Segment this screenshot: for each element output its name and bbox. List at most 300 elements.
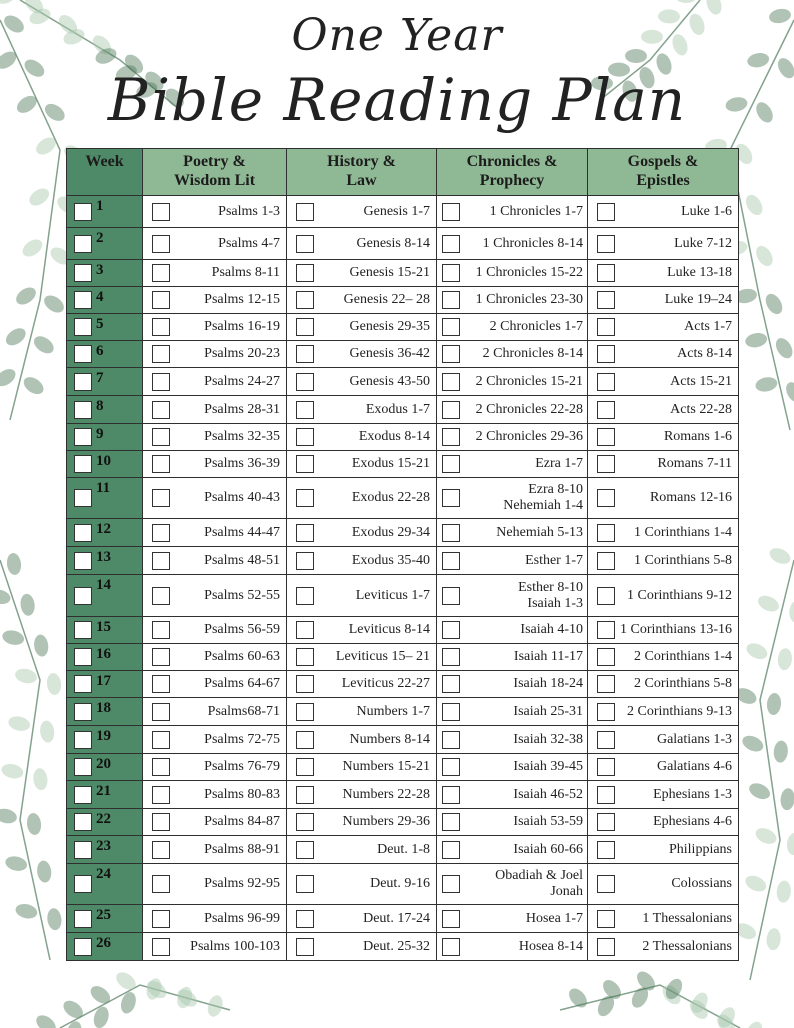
poetry-reading-cell (143, 368, 287, 396)
history-checkbox-icon[interactable] (296, 621, 314, 639)
gospels-checkbox-icon[interactable] (597, 587, 615, 605)
gospels-checkbox-icon[interactable] (597, 264, 615, 282)
history-reading-cell (287, 698, 437, 726)
week-number: 4 (96, 289, 104, 305)
week-checkbox-icon[interactable] (74, 455, 92, 473)
poetry-checkbox-icon[interactable] (152, 291, 170, 309)
poetry-checkbox-icon[interactable] (152, 455, 170, 473)
chronicles-checkbox-icon[interactable] (442, 731, 460, 749)
poetry-reading-text: Psalms 28-31 (204, 401, 280, 417)
gospels-reading-cell (588, 396, 739, 424)
week-checkbox-icon[interactable] (74, 813, 92, 831)
gospels-checkbox-icon[interactable] (597, 455, 615, 473)
poetry-checkbox-icon[interactable] (152, 524, 170, 542)
gospels-checkbox-icon[interactable] (597, 621, 615, 639)
gospels-checkbox-icon[interactable] (597, 235, 615, 253)
poetry-reading-text: Psalms 56-59 (204, 622, 280, 637)
week-checkbox-icon[interactable] (74, 703, 92, 721)
poetry-reading-cell (143, 478, 287, 519)
chronicles-reading-cell (437, 864, 588, 905)
gospels-checkbox-icon[interactable] (597, 291, 615, 309)
gospels-checkbox-icon[interactable] (597, 675, 615, 693)
poetry-checkbox-icon[interactable] (152, 318, 170, 336)
week-checkbox-icon[interactable] (74, 875, 92, 893)
history-checkbox-icon[interactable] (296, 875, 314, 893)
poetry-checkbox-icon[interactable] (152, 401, 170, 419)
gospels-checkbox-icon[interactable] (597, 401, 615, 419)
history-reading-cell (287, 368, 437, 396)
eucalyptus-leaf-icon (46, 672, 63, 696)
history-checkbox-icon[interactable] (296, 318, 314, 336)
gospels-reading-text: 1 Corinthians 5-8 (634, 552, 732, 568)
page-title (0, 0, 794, 148)
chronicles-reading-text (476, 429, 583, 445)
eucalyptus-leaf-icon (766, 692, 782, 715)
eucalyptus-leaf-icon (31, 333, 57, 357)
table-row (67, 260, 739, 287)
history-checkbox-icon[interactable] (296, 203, 314, 221)
chronicles-checkbox-icon[interactable] (442, 786, 460, 804)
gospels-reading-text: Acts 22-28 (670, 401, 732, 417)
week-cell (67, 754, 143, 781)
gospels-reading-text: 1 Corinthians 9-12 (627, 587, 732, 603)
poetry-reading-text: Psalms 72-75 (204, 731, 280, 747)
history-reading-text: Leviticus 22-27 (341, 676, 430, 691)
gospels-checkbox-icon[interactable] (597, 373, 615, 391)
history-reading-cell (287, 341, 437, 368)
gospels-checkbox-icon[interactable] (597, 875, 615, 893)
week-checkbox-icon[interactable] (74, 291, 92, 309)
week-cell (67, 905, 143, 933)
chronicles-reading-text (513, 787, 583, 803)
poetry-checkbox-icon[interactable] (152, 648, 170, 666)
poetry-checkbox-icon[interactable] (152, 875, 170, 893)
chronicles-reading-cell (437, 809, 588, 836)
history-checkbox-icon[interactable] (296, 345, 314, 363)
history-checkbox-icon[interactable] (296, 675, 314, 693)
gospels-checkbox-icon[interactable] (597, 524, 615, 542)
history-checkbox-icon[interactable] (296, 938, 314, 956)
chronicles-checkbox-icon[interactable] (442, 703, 460, 721)
week-number: 22 (96, 811, 111, 827)
history-reading-text: Leviticus 1-7 (355, 587, 430, 603)
week-checkbox-icon[interactable] (74, 621, 92, 639)
poetry-checkbox-icon[interactable] (152, 587, 170, 605)
eucalyptus-leaf-icon (118, 990, 138, 1015)
chronicles-reading-cell (437, 341, 588, 368)
eucalyptus-leaf-icon (744, 331, 768, 349)
history-checkbox-icon[interactable] (296, 455, 314, 473)
poetry-checkbox-icon[interactable] (152, 552, 170, 570)
poetry-reading-text: Psalms 92-95 (204, 876, 280, 891)
eucalyptus-leaf-icon (773, 335, 794, 361)
gospels-reading-text: Galatians 4-6 (656, 759, 732, 774)
history-reading-cell (287, 451, 437, 478)
history-checkbox-icon[interactable] (296, 813, 314, 831)
poetry-reading-cell (143, 698, 287, 726)
week-checkbox-icon[interactable] (74, 587, 92, 605)
chronicles-reading-line: Hosea 1-7 (525, 910, 583, 926)
poetry-checkbox-icon[interactable] (152, 758, 170, 776)
gospels-checkbox-icon[interactable] (597, 841, 615, 859)
poetry-reading-cell (143, 196, 287, 228)
poetry-reading-cell (143, 451, 287, 478)
gospels-reading-text: Ephesians 4-6 (653, 814, 732, 829)
chronicles-reading-cell (437, 228, 588, 260)
week-number: 12 (96, 521, 111, 537)
eucalyptus-leaf-icon (753, 243, 776, 269)
gospels-checkbox-icon[interactable] (597, 318, 615, 336)
header-poetry: Poetry & Wisdom Lit (143, 149, 287, 196)
chronicles-reading-text (490, 204, 583, 220)
reading-plan-table (66, 148, 739, 961)
poetry-reading-cell (143, 260, 287, 287)
chronicles-checkbox-icon[interactable] (442, 938, 460, 956)
gospels-checkbox-icon[interactable] (597, 813, 615, 831)
week-checkbox-icon[interactable] (74, 345, 92, 363)
gospels-reading-cell (588, 836, 739, 864)
poetry-reading-cell (143, 809, 287, 836)
chronicles-checkbox-icon[interactable] (442, 813, 460, 831)
week-checkbox-icon[interactable] (74, 524, 92, 542)
chronicles-reading-line: Isaiah 60-66 (513, 841, 583, 857)
poetry-checkbox-icon[interactable] (152, 264, 170, 282)
week-cell (67, 287, 143, 314)
history-reading-text: Deut. 1-8 (377, 841, 430, 857)
chronicles-checkbox-icon[interactable] (442, 524, 460, 542)
history-reading-cell (287, 260, 437, 287)
week-checkbox-icon[interactable] (74, 428, 92, 446)
gospels-checkbox-icon[interactable] (597, 203, 615, 221)
history-reading-cell (287, 726, 437, 754)
gospels-checkbox-icon[interactable] (597, 910, 615, 928)
poetry-checkbox-icon[interactable] (152, 373, 170, 391)
chronicles-reading-line: 2 Chronicles 29-36 (475, 429, 583, 444)
gospels-checkbox-icon[interactable] (597, 731, 615, 749)
week-number: 10 (96, 453, 111, 469)
history-checkbox-icon[interactable] (296, 648, 314, 666)
history-reading-cell (287, 396, 437, 424)
chronicles-reading-text (513, 842, 583, 858)
history-reading-text: Leviticus 15– 21 (335, 649, 430, 664)
week-checkbox-icon[interactable] (74, 910, 92, 928)
poetry-reading-text: Psalms 1-3 (218, 203, 280, 219)
poetry-reading-text: Psalms68-71 (207, 703, 280, 719)
poetry-reading-cell (143, 424, 287, 451)
chronicles-reading-text (483, 346, 583, 362)
chronicles-checkbox-icon[interactable] (442, 621, 460, 639)
chronicles-checkbox-icon[interactable] (442, 675, 460, 693)
table-row (67, 781, 739, 809)
eucalyptus-leaf-icon (753, 825, 779, 847)
history-checkbox-icon[interactable] (296, 489, 314, 507)
poetry-checkbox-icon[interactable] (152, 910, 170, 928)
chronicles-reading-text (513, 676, 583, 692)
poetry-reading-text: Psalms 96-99 (204, 910, 280, 926)
gospels-checkbox-icon[interactable] (597, 345, 615, 363)
header-history: History & Law (287, 149, 437, 196)
week-number: 7 (96, 370, 104, 386)
poetry-reading-cell (143, 314, 287, 341)
table-row (67, 314, 739, 341)
poetry-reading-text: Psalms 60-63 (204, 649, 280, 664)
week-checkbox-icon[interactable] (74, 938, 92, 956)
poetry-checkbox-icon[interactable] (152, 621, 170, 639)
poetry-checkbox-icon[interactable] (152, 938, 170, 956)
poetry-reading-text: Psalms 32-35 (204, 429, 280, 444)
history-reading-text: Numbers 8-14 (349, 731, 430, 747)
poetry-checkbox-icon[interactable] (152, 203, 170, 221)
chronicles-checkbox-icon[interactable] (442, 428, 460, 446)
week-checkbox-icon[interactable] (74, 235, 92, 253)
chronicles-reading-line: Isaiah 32-38 (513, 731, 583, 747)
poetry-reading-cell (143, 396, 287, 424)
week-number: 17 (96, 673, 111, 689)
chronicles-reading-line: 1 Chronicles 15-22 (475, 265, 583, 280)
history-reading-text: Genesis 29-35 (349, 319, 430, 334)
table-row (67, 864, 739, 905)
chronicles-reading-text (519, 939, 583, 955)
history-checkbox-icon[interactable] (296, 910, 314, 928)
eucalyptus-leaf-icon (21, 374, 47, 398)
gospels-checkbox-icon[interactable] (597, 489, 615, 507)
week-checkbox-icon[interactable] (74, 203, 92, 221)
poetry-checkbox-icon[interactable] (152, 703, 170, 721)
history-reading-cell (287, 478, 437, 519)
chronicles-checkbox-icon[interactable] (442, 291, 460, 309)
week-checkbox-icon[interactable] (74, 373, 92, 391)
table-row (67, 933, 739, 961)
gospels-checkbox-icon[interactable] (597, 758, 615, 776)
history-checkbox-icon[interactable] (296, 703, 314, 721)
gospels-reading-cell (588, 809, 739, 836)
week-cell (67, 196, 143, 228)
history-reading-text: Deut. 9-16 (370, 876, 430, 891)
gospels-reading-cell (588, 368, 739, 396)
eucalyptus-leaf-icon (46, 907, 63, 931)
poetry-reading-cell (143, 671, 287, 698)
week-checkbox-icon[interactable] (74, 648, 92, 666)
chronicles-checkbox-icon[interactable] (442, 587, 460, 605)
week-checkbox-icon[interactable] (74, 758, 92, 776)
chronicles-reading-line: Nehemiah 5-13 (496, 524, 583, 540)
week-checkbox-icon[interactable] (74, 401, 92, 419)
history-reading-text: Genesis 43-50 (349, 373, 430, 389)
poetry-checkbox-icon[interactable] (152, 489, 170, 507)
chronicles-checkbox-icon[interactable] (442, 552, 460, 570)
gospels-reading-cell (588, 933, 739, 961)
history-reading-cell (287, 575, 437, 617)
gospels-checkbox-icon[interactable] (597, 552, 615, 570)
table-row (67, 617, 739, 644)
week-cell (67, 314, 143, 341)
poetry-reading-text: Psalms 84-87 (204, 814, 280, 829)
table-row (67, 698, 739, 726)
gospels-reading-cell (588, 196, 739, 228)
chronicles-checkbox-icon[interactable] (442, 373, 460, 391)
history-reading-text: Exodus 15-21 (351, 456, 430, 471)
poetry-checkbox-icon[interactable] (152, 428, 170, 446)
poetry-reading-text: Psalms 16-19 (204, 319, 280, 334)
eucalyptus-leaf-icon (60, 997, 86, 1021)
gospels-reading-cell (588, 478, 739, 519)
week-checkbox-icon[interactable] (74, 786, 92, 804)
poetry-reading-text: Psalms 36-39 (204, 456, 280, 471)
poetry-checkbox-icon[interactable] (152, 841, 170, 859)
history-checkbox-icon[interactable] (296, 786, 314, 804)
poetry-reading-text: Psalms 76-79 (204, 759, 280, 774)
gospels-checkbox-icon[interactable] (597, 428, 615, 446)
gospels-reading-cell (588, 905, 739, 933)
poetry-checkbox-icon[interactable] (152, 813, 170, 831)
poetry-checkbox-icon[interactable] (152, 786, 170, 804)
week-number: 8 (96, 398, 104, 414)
chronicles-checkbox-icon[interactable] (442, 758, 460, 776)
poetry-reading-text: Psalms 52-55 (204, 587, 280, 603)
gospels-reading-cell (588, 260, 739, 287)
chronicles-reading-line: Esther 1-7 (525, 552, 583, 568)
week-cell (67, 396, 143, 424)
table-row (67, 396, 739, 424)
week-cell (67, 809, 143, 836)
week-checkbox-icon[interactable] (74, 841, 92, 859)
week-cell (67, 424, 143, 451)
week-number: 19 (96, 728, 111, 744)
header-chronicles: Chronicles & Prophecy (437, 149, 588, 196)
history-reading-cell (287, 933, 437, 961)
table-row (67, 547, 739, 575)
week-checkbox-icon[interactable] (74, 675, 92, 693)
history-reading-cell (287, 314, 437, 341)
history-reading-text: Deut. 25-32 (363, 938, 430, 954)
gospels-reading-cell (588, 726, 739, 754)
gospels-reading-cell (588, 287, 739, 314)
week-checkbox-icon[interactable] (74, 552, 92, 570)
gospels-reading-text: Romans 7-11 (657, 456, 732, 471)
chronicles-reading-line: 2 Chronicles 1-7 (489, 319, 583, 334)
history-checkbox-icon[interactable] (296, 428, 314, 446)
chronicles-checkbox-icon[interactable] (442, 203, 460, 221)
table-row (67, 905, 739, 933)
chronicles-reading-line: Isaiah 53-59 (513, 814, 583, 829)
week-cell (67, 547, 143, 575)
history-checkbox-icon[interactable] (296, 758, 314, 776)
history-reading-text: Genesis 36-42 (349, 346, 430, 361)
poetry-reading-cell (143, 519, 287, 547)
history-checkbox-icon[interactable] (296, 235, 314, 253)
chronicles-checkbox-icon[interactable] (442, 875, 460, 893)
chronicles-checkbox-icon[interactable] (442, 648, 460, 666)
eucalyptus-leaf-icon (743, 192, 766, 218)
gospels-checkbox-icon[interactable] (597, 786, 615, 804)
gospels-reading-text: 1 Corinthians 1-4 (634, 524, 732, 540)
eucalyptus-leaf-icon (36, 860, 53, 884)
poetry-reading-cell (143, 575, 287, 617)
chronicles-reading-cell (437, 287, 588, 314)
week-checkbox-icon[interactable] (74, 489, 92, 507)
history-checkbox-icon[interactable] (296, 524, 314, 542)
gospels-reading-text: 2 Corinthians 1-4 (634, 649, 732, 664)
chronicles-checkbox-icon[interactable] (442, 910, 460, 928)
eucalyptus-leaf-icon (754, 375, 778, 393)
history-checkbox-icon[interactable] (296, 401, 314, 419)
chronicles-reading-cell (437, 671, 588, 698)
history-reading-text: Numbers 29-36 (342, 814, 430, 829)
week-checkbox-icon[interactable] (74, 264, 92, 282)
poetry-checkbox-icon[interactable] (152, 731, 170, 749)
gospels-checkbox-icon[interactable] (597, 938, 615, 956)
week-checkbox-icon[interactable] (74, 731, 92, 749)
eucalyptus-leaf-icon (13, 284, 39, 308)
table-row (67, 644, 739, 671)
history-reading-cell (287, 196, 437, 228)
table-row (67, 519, 739, 547)
chronicles-checkbox-icon[interactable] (442, 401, 460, 419)
chronicles-checkbox-icon[interactable] (442, 235, 460, 253)
history-checkbox-icon[interactable] (296, 291, 314, 309)
history-reading-cell (287, 836, 437, 864)
history-checkbox-icon[interactable] (296, 373, 314, 391)
eucalyptus-leaf-icon (26, 812, 43, 836)
eucalyptus-leaf-icon (19, 236, 45, 260)
poetry-reading-text: Psalms 44-47 (204, 524, 280, 540)
poetry-checkbox-icon[interactable] (152, 675, 170, 693)
week-cell (67, 478, 143, 519)
poetry-checkbox-icon[interactable] (152, 345, 170, 363)
history-checkbox-icon[interactable] (296, 587, 314, 605)
gospels-reading-text: Luke 1-6 (681, 203, 732, 219)
poetry-reading-text: Psalms 88-91 (204, 841, 280, 857)
eucalyptus-leaf-icon (743, 873, 769, 895)
chronicles-reading-text (520, 622, 583, 638)
gospels-reading-cell (588, 547, 739, 575)
chronicles-checkbox-icon[interactable] (442, 841, 460, 859)
chronicles-checkbox-icon[interactable] (442, 264, 460, 282)
poetry-reading-text: Psalms 4-7 (218, 235, 280, 251)
table-header-row (67, 149, 739, 196)
chronicles-reading-cell (437, 617, 588, 644)
gospels-checkbox-icon[interactable] (597, 648, 615, 666)
week-number: 16 (96, 646, 111, 662)
eucalyptus-leaf-icon (7, 714, 32, 733)
chronicles-checkbox-icon[interactable] (442, 345, 460, 363)
title-line-2: Bible Reading Plan (107, 66, 687, 134)
history-checkbox-icon[interactable] (296, 264, 314, 282)
chronicles-reading-line: Isaiah 46-52 (513, 786, 583, 802)
chronicles-reading-cell (437, 314, 588, 341)
chronicles-reading-line: 2 Chronicles 15-21 (475, 373, 583, 389)
history-reading-text: Numbers 15-21 (342, 759, 430, 774)
poetry-reading-cell (143, 228, 287, 260)
gospels-reading-text: Galatians 1-3 (656, 731, 732, 747)
history-checkbox-icon[interactable] (296, 552, 314, 570)
history-checkbox-icon[interactable] (296, 841, 314, 859)
week-cell (67, 933, 143, 961)
chronicles-checkbox-icon[interactable] (442, 455, 460, 473)
week-cell (67, 368, 143, 396)
chronicles-checkbox-icon[interactable] (442, 318, 460, 336)
history-reading-cell (287, 519, 437, 547)
chronicles-reading-line: Nehemiah 1-4 (503, 498, 583, 513)
chronicles-reading-line: 1 Chronicles 1-7 (489, 203, 583, 219)
chronicles-checkbox-icon[interactable] (442, 489, 460, 507)
chronicles-reading-cell (437, 396, 588, 424)
gospels-checkbox-icon[interactable] (597, 703, 615, 721)
gospels-reading-text: 1 Corinthians 13-16 (620, 622, 732, 637)
history-checkbox-icon[interactable] (296, 731, 314, 749)
week-checkbox-icon[interactable] (74, 318, 92, 336)
poetry-checkbox-icon[interactable] (152, 235, 170, 253)
